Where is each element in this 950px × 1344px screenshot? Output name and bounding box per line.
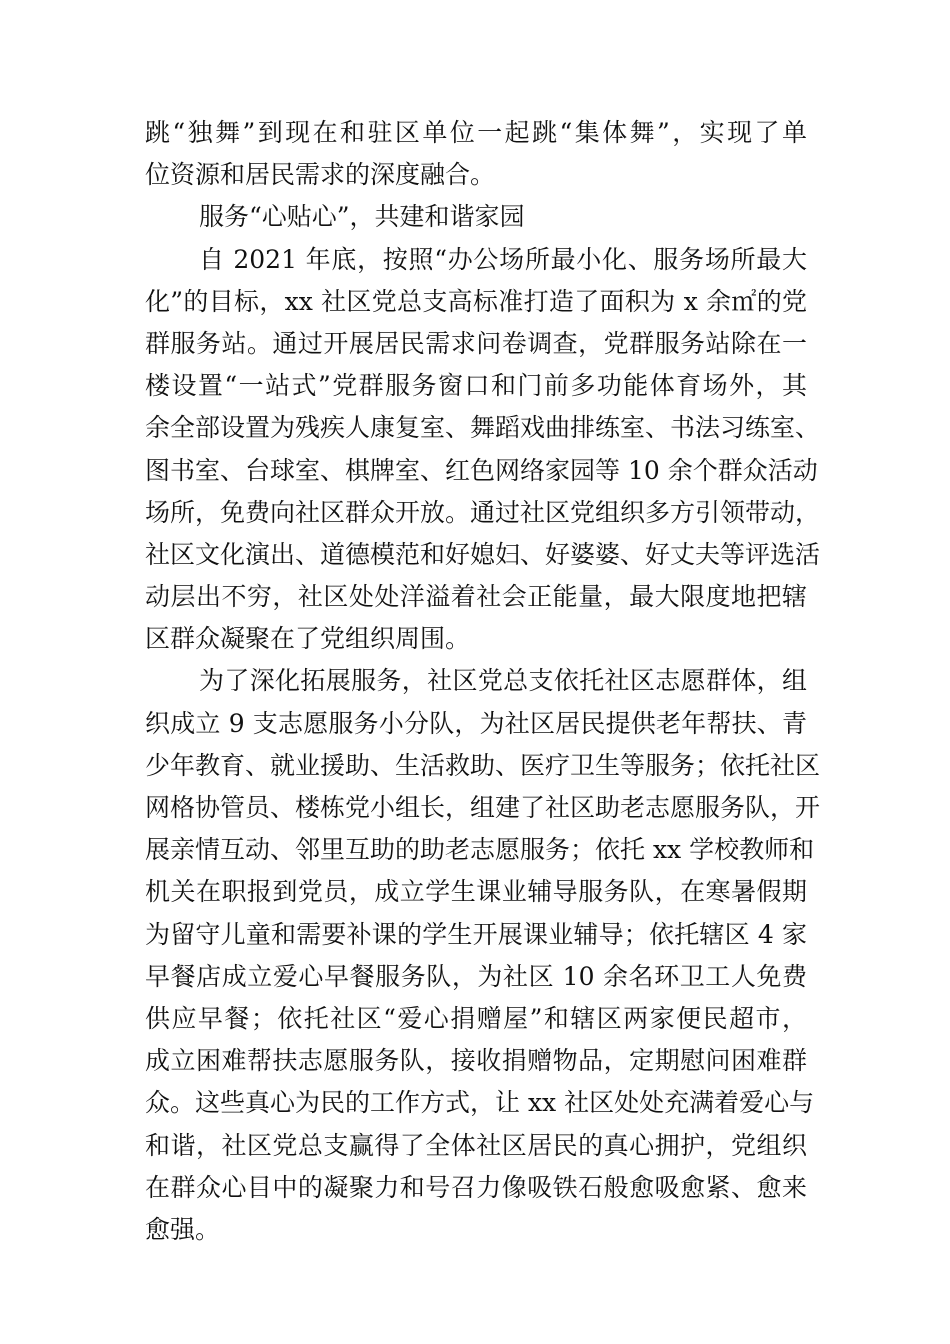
text-line: 区群众凝聚在了党组织周围。 — [145, 624, 471, 654]
text-line: 少年教育、就业援助、生活救助、医疗卫生等服务；依托社区 — [145, 750, 821, 780]
text-line: 图书室、台球室、棋牌室、红色网络家园等 10 余个群众活动 — [145, 455, 818, 485]
paragraph-party-service-station — [145, 239, 821, 661]
text-line: 和谐，社区党总支赢得了全体社区居民的真心拥护，党组织 — [145, 1130, 807, 1160]
text-line: 动层出不穷，社区处处洋溢着社会正能量，最大限度地把辖 — [145, 582, 807, 612]
text-line: 余全部设置为残疾人康复室、舞蹈戏曲排练室、书法习练室、 — [145, 413, 821, 443]
heading-text: 服务“心贴心”，共建和谐家园 — [199, 202, 525, 232]
text-line: 网格协管员、楼栋党小组长，组建了社区助老志愿服务队，开 — [145, 793, 821, 822]
text-line: 为留守儿童和需要补课的学生开展课业辅导；依托辖区 4 家 — [145, 919, 807, 949]
text-line: 场所，免费向社区群众开放。通过社区党组织多方引领带动， — [145, 497, 821, 527]
text-line: 在群众心目中的凝聚力和号召力像吸铁石般愈吸愈紧、愈来 — [145, 1172, 807, 1202]
paragraph-volunteer-services — [145, 660, 821, 1251]
text-line: 展亲情互动、邻里互助的助老志愿服务；依托 xx 学校教师和 — [145, 835, 815, 865]
paragraph-continuation — [145, 112, 807, 196]
section-heading — [145, 196, 807, 238]
text-line: 供应早餐；依托社区“爱心捐赠屋”和辖区两家便民超市， — [145, 1003, 807, 1033]
text-line: 位资源和居民需求的深度融合。 — [145, 160, 496, 190]
text-line: 织成立 9 支志愿服务小分队，为社区居民提供老年帮扶、青 — [145, 708, 807, 738]
text-line: 自 2021 年底，按照“办公场所最小化、服务场所最大 — [199, 244, 807, 274]
text-line: 为了深化拓展服务，社区党总支依托社区志愿群体，组 — [199, 666, 807, 696]
text-line: 愈强。 — [145, 1214, 221, 1244]
text-line: 化”的目标，xx 社区党总支高标准打造了面积为 x 余㎡的党 — [145, 286, 807, 316]
text-line: 成立困难帮扶志愿服务队，接收捐赠物品，定期慰问困难群 — [145, 1046, 807, 1076]
text-line: 众。这些真心为民的工作方式，让 xx 社区处处充满着爱心与 — [145, 1088, 815, 1118]
text-line: 早餐店成立爱心早餐服务队，为社区 10 余名环卫工人免费 — [145, 961, 807, 991]
text-line: 跳“独舞”到现在和驻区单位一起跳“集体舞”，实现了单 — [145, 118, 807, 147]
text-line: 楼设置“一站式”党群服务窗口和门前多功能体育场外，其 — [145, 371, 807, 401]
document-page — [145, 112, 821, 1251]
text-line: 社区文化演出、道德模范和好媳妇、好婆婆、好丈夫等评选活 — [145, 539, 821, 569]
text-line: 群服务站。通过开展居民需求问卷调查，党群服务站除在一 — [145, 328, 807, 358]
text-line: 机关在职报到党员，成立学生课业辅导服务队，在寒暑假期 — [145, 877, 807, 907]
